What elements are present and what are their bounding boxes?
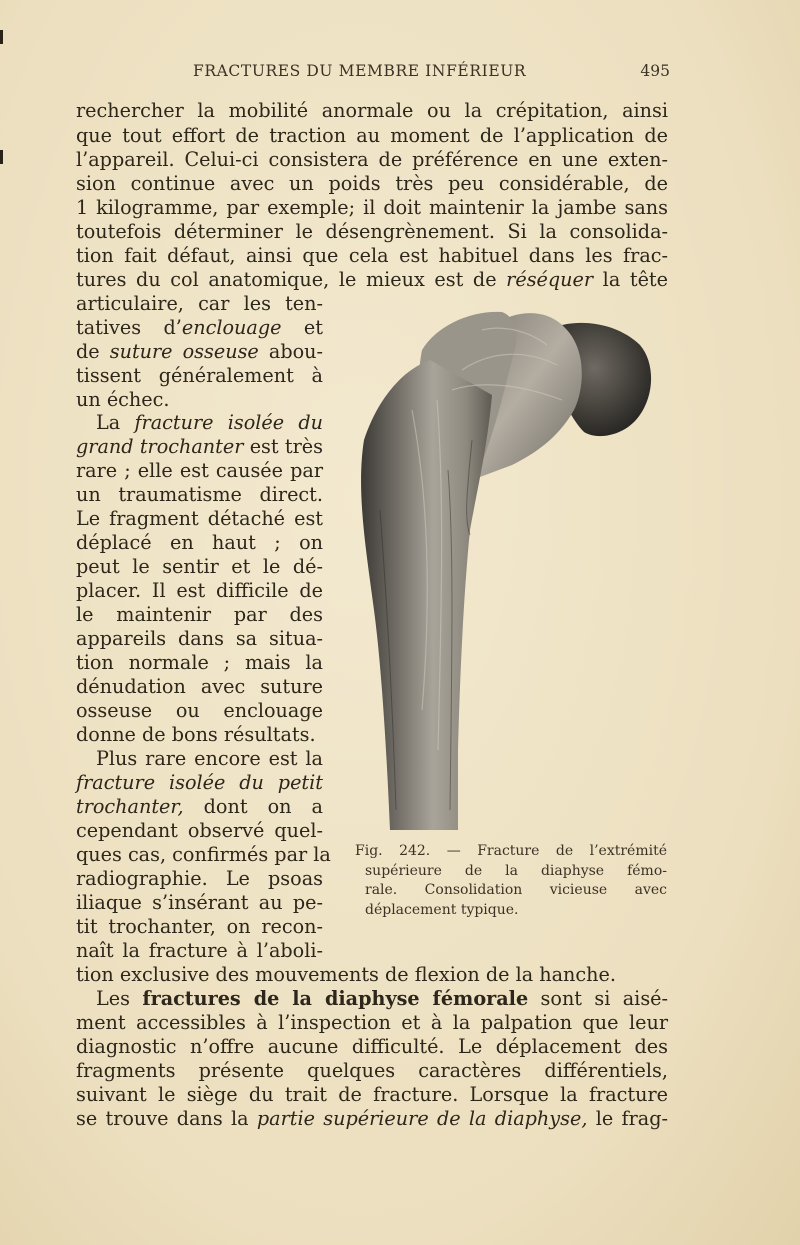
text-run: dont on a [183,795,323,818]
text-line: naît la fracture à l’aboli- [76,939,323,962]
text-italic: fracture isolée du petit [76,771,323,794]
text-run: de [76,340,110,363]
text-run: le frag- [587,1107,668,1130]
binding-mark [0,30,3,44]
text-line: déplacé en haut ; on [76,531,323,554]
text-line [76,340,323,364]
text-line: que tout effort de traction au moment de l’application de [76,124,668,147]
text-run: tures du col anatomique, le mieux est de [76,268,507,291]
text-italic: trochanter, [76,795,184,818]
text-line: tion fait défaut, ainsi que cela est habituel dans les frac- [76,244,668,267]
text-line: tion normale ; mais la [76,651,323,674]
text-line: tit trochanter, on recon- [76,915,323,938]
caption-line: rale. Consolidation vicieuse avec [365,882,667,898]
text-line: rechercher la mobilité anormale ou la crépitation, ainsi [76,99,668,122]
text-run: Les [96,987,143,1010]
text-run: abou- [258,340,324,363]
text-italic: partie supérieure de la diaphyse, [256,1107,588,1130]
text-line: cependant observé quel- [76,819,323,842]
text-line: placer. Il est difficile de [76,579,323,602]
text-run: La [96,411,135,434]
text-line: le maintenir par des [76,603,323,626]
text-line: sion continue avec un poids très peu considérable, de [76,172,668,195]
text-line: tissent généralement à [76,364,323,387]
page-number: 495 [640,62,670,80]
femoral-shaft [361,360,492,830]
text-line: articulaire, car les ten- [76,292,323,315]
text-run: tatives d’ [76,316,182,339]
text-run: et [281,316,323,339]
running-title: FRACTURES DU MEMBRE INFÉRIEUR [193,62,527,80]
caption-line: Fig. 242. — Fracture de l’extrémité [355,843,667,859]
text-line [76,435,323,459]
text-line: osseuse ou enclouage [76,699,323,722]
text-italic: réséquer [506,268,594,291]
text-line: suivant le siège du trait de fracture. Lorsque la fracture [76,1083,668,1106]
text-run: se trouve dans la [76,1107,257,1130]
text-line: tion exclusive des mouvements de flexion de la hanche. [76,963,616,986]
text-line [76,316,323,340]
text-line: Le fragment détaché est [76,507,323,530]
text-line: dénudation avec suture [76,675,323,698]
text-line: un échec. [76,388,170,411]
text-line [76,268,668,292]
text-line: donne de bons résultats. [76,723,316,746]
text-line: 1 kilogramme, par exemple; il doit maintenir la jambe sans [76,196,668,219]
text-italic: suture osseuse [109,340,259,363]
text-run: la tête [593,268,668,291]
text-line: toutefois déterminer le désengrènement. Si la consolida- [76,220,668,243]
text-line: peut le sentir et le dé- [76,555,323,578]
text-line: appareils dans sa situa- [76,627,323,650]
caption-line: déplacement typique. [365,901,519,918]
text-line: ques cas, confirmés par la [76,843,331,866]
text-line: radiographie. Le psoas [76,867,323,890]
text-line [96,411,323,435]
text-run: est très [243,435,323,458]
text-line: rare ; elle est causée par [76,459,323,482]
text-line: l’appareil. Celui-ci consistera de préférence en une exten- [76,148,668,171]
text-italic: enclouage [181,316,282,339]
text-line [76,1107,668,1131]
text-line [76,771,323,795]
text-italic: grand trochanter [76,435,244,458]
femur-illustration [352,290,664,840]
text-line: un traumatisme direct. [76,483,323,506]
text-line: diagnostic n’offre aucune difficulté. Le déplacement des [76,1035,668,1058]
text-line: ment accessibles à l’inspection et à la palpation que leur [76,1011,668,1034]
text-line [96,987,668,1011]
text-bold: fractures de la diaphyse fémorale [142,987,529,1010]
text-line: fragments présente quelques caractères différentiels, [76,1059,668,1082]
figure-caption [355,842,667,920]
page-header [75,62,670,86]
text-line [76,795,323,819]
text-line: Plus rare encore est la [96,747,323,770]
caption-line: supérieure de la diaphyse fémo- [365,862,667,879]
text-run: sont si aisé- [528,987,669,1010]
text-italic: fracture isolée du [134,411,324,434]
text-line: iliaque s’insérant au pe- [76,891,323,914]
binding-mark [0,150,3,164]
